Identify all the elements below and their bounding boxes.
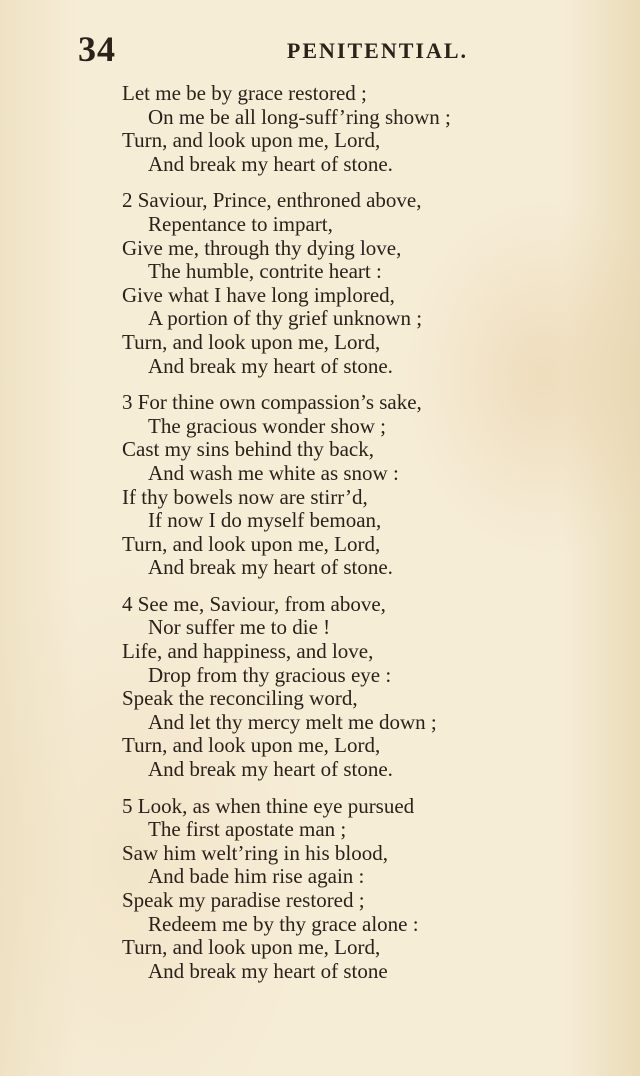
verse-line: 5 Look, as when thine eye pursued (122, 793, 415, 818)
verse-line: On me be all long-suff’ring shown ; (148, 104, 451, 129)
page-header (78, 28, 468, 72)
stanza (122, 82, 542, 176)
verse-line: And wash me white as snow : (148, 460, 399, 485)
verse-line: Drop from thy gracious eye : (148, 662, 392, 687)
verse-line: Cast my sins behind thy back, (122, 437, 374, 462)
verse-line: Turn, and look upon me, Lord, (122, 935, 381, 960)
verse-line: Turn, and look upon me, Lord, (122, 531, 381, 556)
stanza (122, 391, 542, 580)
verse-line: The humble, contrite heart : (148, 259, 382, 284)
page-number: 34 (78, 29, 116, 69)
verse-line: 3 For thine own compassion’s sake, (122, 390, 422, 415)
verse-line: Speak the reconciling word, (122, 686, 358, 711)
verse-line: And break my heart of stone. (148, 555, 393, 580)
verse-line: The gracious wonder show ; (148, 413, 386, 438)
verse-line: And let thy mercy melt me down ; (148, 709, 437, 734)
stanza (122, 795, 542, 984)
verse-line: And break my heart of stone (148, 958, 388, 983)
stanza (122, 593, 542, 782)
verse-line: And break my heart of stone. (148, 151, 393, 176)
verse-line: Let me be by grace restored ; (122, 81, 367, 105)
verse-line: The first apostate man ; (148, 817, 347, 842)
running-head: PENITENTIAL. (286, 38, 468, 63)
verse-line: If thy bowels now are stirr’d, (122, 484, 368, 509)
verse-line: If now I do myself bemoan, (148, 508, 382, 533)
verse-line: Give me, through thy dying love, (122, 235, 402, 260)
verse-line: Life, and happiness, and love, (122, 639, 374, 664)
verse-line: Saw him welt’ring in his blood, (122, 840, 388, 865)
hymn-text (122, 82, 542, 996)
verse-line: And bade him rise again : (148, 864, 365, 889)
verse-line: 4 See me, Saviour, from above, (122, 591, 386, 616)
verse-line: Redeem me by thy grace alone : (148, 911, 419, 936)
verse-line: Turn, and look upon me, Lord, (122, 733, 381, 758)
stanza (122, 189, 542, 378)
verse-line: Repentance to impart, (148, 211, 333, 236)
verse-line: 2 Saviour, Prince, enthroned above, (122, 188, 422, 213)
verse-line: And break my heart of stone. (148, 757, 393, 782)
verse-line: Turn, and look upon me, Lord, (122, 128, 381, 153)
verse-line: Speak my paradise restored ; (122, 888, 365, 912)
verse-line: A portion of thy grief unknown ; (148, 306, 423, 331)
verse-line: Nor suffer me to die ! (148, 615, 331, 640)
verse-line: Turn, and look upon me, Lord, (122, 329, 381, 354)
verse-line: And break my heart of stone. (148, 353, 393, 378)
verse-line: Give what I have long implored, (122, 282, 395, 307)
